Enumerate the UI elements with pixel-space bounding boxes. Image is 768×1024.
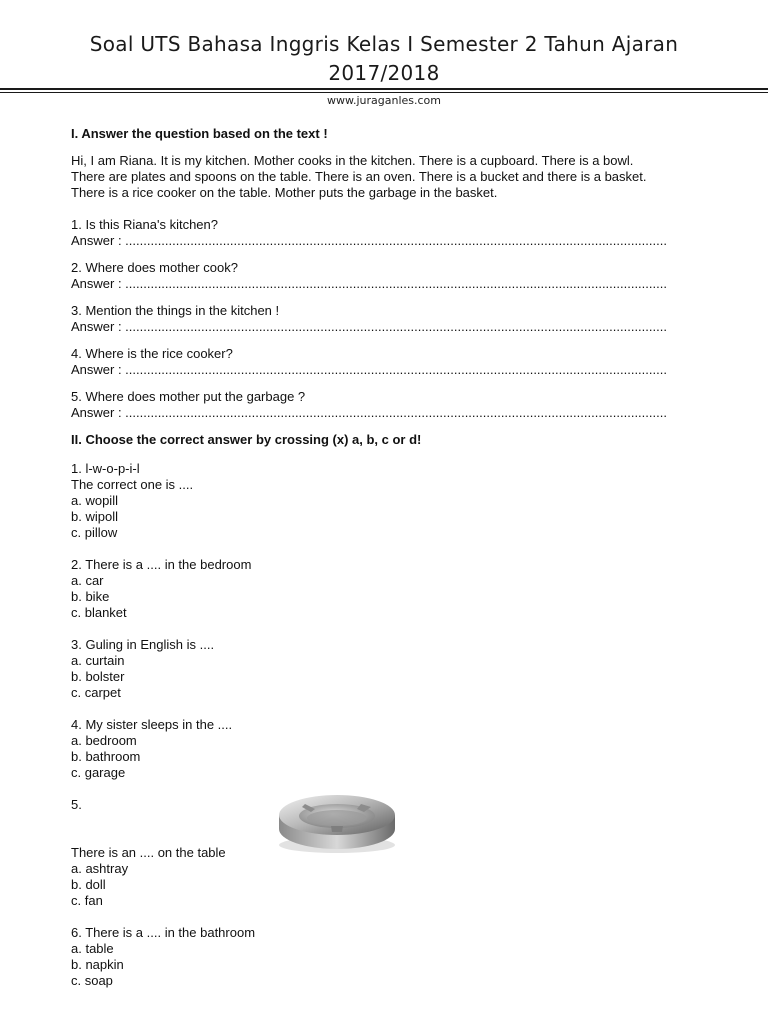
essay-question-2 xyxy=(71,260,711,292)
option-c[interactable]: c. pillow xyxy=(71,525,118,540)
section-2-heading: II. Choose the correct answer by crossing (x) a, b, c or d! xyxy=(71,432,422,447)
question-text: 1. l-w-o-p-i-l xyxy=(71,461,140,476)
question-text: 4. Where is the rice cooker? xyxy=(71,346,233,361)
reading-passage xyxy=(71,153,711,201)
header-rule-thick xyxy=(0,88,768,90)
passage-line: There is a rice cooker on the table. Mother puts the garbage in the basket. xyxy=(71,185,498,200)
option-a[interactable]: a. table xyxy=(71,941,114,956)
mc-question-4 xyxy=(71,717,711,781)
question-text: 6. There is a .... in the bathroom xyxy=(71,925,256,940)
essay-question-3 xyxy=(71,303,711,335)
option-a[interactable]: a. bedroom xyxy=(71,733,137,748)
header-rule-thin xyxy=(0,92,768,93)
option-b[interactable]: b. wipoll xyxy=(71,509,118,524)
option-b[interactable]: b. bolster xyxy=(71,669,125,684)
answer-line[interactable]: Answer : ...................................................................................................................................................... xyxy=(71,276,667,291)
passage-line: There are plates and spoons on the table. There is an oven. There is a bucket and there is a basket. xyxy=(71,169,647,184)
website-link[interactable]: www.juraganles.com xyxy=(326,94,441,107)
question-text: 3. Guling in English is .... xyxy=(71,637,215,652)
question-text: 5. Where does mother put the garbage ? xyxy=(71,389,306,404)
option-c[interactable]: c. soap xyxy=(71,973,113,988)
question-text: 1. Is this Riana's kitchen? xyxy=(71,217,218,232)
essay-question-1 xyxy=(71,217,711,249)
document-title xyxy=(0,30,768,88)
answer-line[interactable]: Answer : ...................................................................................................................................................... xyxy=(71,233,667,248)
option-b[interactable]: b. doll xyxy=(71,877,106,892)
title-line-1: Soal UTS Bahasa Inggris Kelas I Semester 2 Tahun Ajaran xyxy=(89,32,679,56)
mc-question-2 xyxy=(71,557,711,621)
mc-question-5 xyxy=(71,797,711,909)
option-b[interactable]: b. bathroom xyxy=(71,749,141,764)
worksheet-body xyxy=(71,126,711,1005)
title-line-2: 2017/2018 xyxy=(328,61,440,85)
answer-line[interactable]: Answer : ...................................................................................................................................................... xyxy=(71,319,667,334)
option-c[interactable]: c. carpet xyxy=(71,685,121,700)
passage-line: Hi, I am Riana. It is my kitchen. Mother cooks in the kitchen. There is a cupboard. There is a bowl. xyxy=(71,153,634,168)
option-c[interactable]: c. fan xyxy=(71,893,103,908)
essay-question-4 xyxy=(71,346,711,378)
option-b[interactable]: b. bike xyxy=(71,589,110,604)
mc-question-6 xyxy=(71,925,711,989)
ashtray-icon xyxy=(275,785,399,855)
answer-line[interactable]: Answer : ...................................................................................................................................................... xyxy=(71,362,667,377)
section-1-heading: I. Answer the question based on the text ! xyxy=(71,126,328,141)
mc-question-3 xyxy=(71,637,711,701)
question-number: 5. xyxy=(71,797,82,812)
option-a[interactable]: a. curtain xyxy=(71,653,125,668)
option-a[interactable]: a. ashtray xyxy=(71,861,129,876)
option-c[interactable]: c. blanket xyxy=(71,605,127,620)
question-text: 4. My sister sleeps in the .... xyxy=(71,717,233,732)
answer-line[interactable]: Answer : ...................................................................................................................................................... xyxy=(71,405,667,420)
mc-question-1 xyxy=(71,461,711,541)
question-text: 3. Mention the things in the kitchen ! xyxy=(71,303,280,318)
essay-question-5 xyxy=(71,389,711,421)
option-a[interactable]: a. car xyxy=(71,573,104,588)
option-b[interactable]: b. napkin xyxy=(71,957,124,972)
question-text: There is an .... on the table xyxy=(71,845,226,860)
option-c[interactable]: c. garage xyxy=(71,765,126,780)
question-5-row xyxy=(71,797,711,845)
question-text: 2. There is a .... in the bedroom xyxy=(71,557,252,572)
question-text: The correct one is .... xyxy=(71,477,194,492)
option-a[interactable]: a. wopill xyxy=(71,493,118,508)
question-text: 2. Where does mother cook? xyxy=(71,260,238,275)
